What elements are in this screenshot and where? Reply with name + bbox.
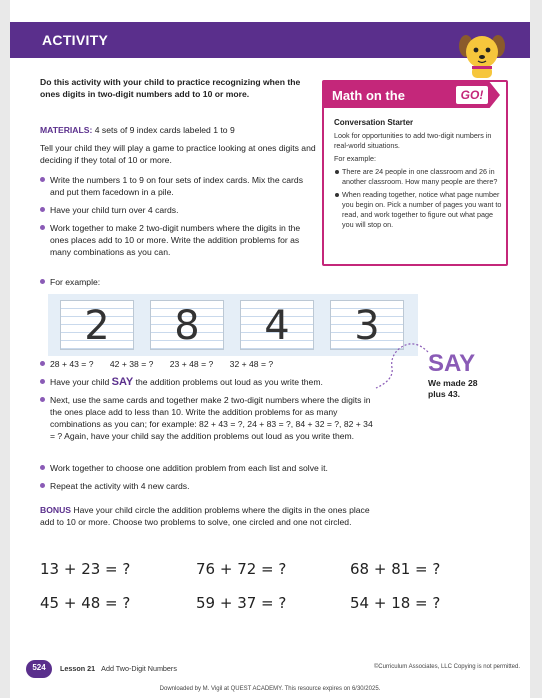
list-item [40, 394, 380, 442]
list-item-text: Repeat the activity with 4 new cards. [50, 481, 190, 491]
bullet-icon [40, 361, 45, 366]
bullet-icon [40, 225, 45, 230]
list-item-text: For example: [50, 277, 101, 287]
list-item-text [50, 376, 380, 388]
say-connector-icon [370, 334, 430, 394]
say-callout-text: We made 28 plus 43. [428, 378, 478, 399]
bonus-text: Have your child circle the addition problems where the digits in the ones place add to 10 or more. Choose two problems to solve, one circled and one not circled. [40, 505, 370, 527]
materials-text: 4 sets of 9 index cards labeled 1 to 9 [94, 125, 235, 135]
copyright: ©Curriculum Associates, LLC Copying is not permitted. [373, 664, 520, 670]
activity-title: ACTIVITY [42, 32, 109, 48]
instructions-text: Tell your child they will play a game to practice looking at ones digits and deciding if they total of 10 or more. [40, 143, 316, 165]
equation: 13 + 23 = ? [40, 560, 131, 578]
materials [40, 124, 320, 136]
for-example-label: For example: [334, 154, 376, 163]
example-problems [40, 358, 360, 370]
bullet-icon [40, 379, 45, 384]
lesson-title: Add Two-Digit Numbers [101, 664, 177, 673]
list-item [40, 462, 380, 474]
page-number-badge [26, 660, 52, 678]
number-cards [48, 294, 418, 356]
bullet-icon [40, 207, 45, 212]
equation: 76 + 72 = ? [196, 560, 287, 578]
page-number: 524 [32, 663, 46, 672]
say-after: the addition problems out loud as you write them. [133, 377, 323, 387]
lesson-number: Lesson 21 [60, 664, 96, 673]
card-digit: 3 [354, 303, 380, 349]
number-card [240, 300, 314, 350]
equation: 45 + 48 = ? [40, 594, 131, 612]
say-before: Have your child [50, 377, 112, 387]
equation: 59 + 37 = ? [196, 594, 287, 612]
conversation-starter-intro: Look for opportunities to add two-digit numbers in real-world situations. [334, 131, 492, 150]
activity-header [10, 22, 530, 58]
list-item [40, 222, 310, 258]
list-item: There are 24 people in one classroom and 26 in another classroom. How many people are there? [334, 167, 502, 187]
example-problem: 23 + 48 = ? [169, 359, 214, 369]
activity-page [10, 0, 530, 698]
say-callout-title: SAY [428, 350, 476, 377]
bullet-icon [40, 279, 45, 284]
materials-label: MATERIALS: [40, 125, 93, 135]
number-card [60, 300, 134, 350]
bullet-icon [40, 397, 45, 402]
list-item-text: Work together to make 2 two-digit numbers where the digits in the ones places add to 10 or more. Write the addition problems for as many combinations as you can. [50, 223, 301, 257]
download-notice: Downloaded by M. Vigil at QUEST ACADEMY. This resource expires on 6/30/2025. [159, 686, 381, 692]
example-problem: 32 + 48 = ? [229, 359, 274, 369]
card-digit: 8 [174, 303, 200, 349]
go-badge [456, 86, 488, 104]
equation: 54 + 18 = ? [350, 594, 441, 612]
conversation-starter-title: Conversation Starter [334, 118, 414, 127]
list-item: When reading together, notice what page number you begin on. Pick a number of pages you want to read, and work together to figure out what page you will stop on. [334, 190, 502, 230]
list-item-text: Write the numbers 1 to 9 on four sets of index cards. Mix the cards and put them facedown in a pile. [50, 175, 303, 197]
example-problems-row [50, 358, 360, 370]
equation: 68 + 81 = ? [350, 560, 441, 578]
list-item [40, 174, 310, 198]
card-digit: 2 [84, 303, 110, 349]
bonus-section [40, 504, 380, 528]
list-item [40, 276, 310, 288]
conversation-starter [334, 118, 502, 233]
card-digit: 4 [264, 303, 290, 349]
dog-mascot-icon [456, 30, 508, 82]
example-problem: 28 + 43 = ? [50, 359, 94, 369]
bullet-icon [40, 177, 45, 182]
intro-text: Do this activity with your child to practice recognizing when the ones digits in two-digit numbers add to 10 or more. [40, 77, 301, 99]
go-text: GO! [460, 88, 484, 102]
say-word: SAY [111, 376, 134, 388]
list-item-text: Have your child turn over 4 cards. [50, 205, 179, 215]
bullet-icon [40, 465, 45, 470]
list-item [40, 376, 380, 388]
bonus-label: BONUS [40, 505, 72, 515]
math-on-the-go-title: Math on the [332, 88, 405, 103]
number-card [150, 300, 224, 350]
list-item [40, 480, 380, 492]
lesson-label [60, 664, 177, 673]
example-problem: 42 + 38 = ? [109, 359, 154, 369]
list-item [40, 204, 310, 216]
math-on-the-go-box [322, 80, 508, 266]
list-item-text: Next, use the same cards and together make 2 two-digit numbers where the digits in the ones place add to less than 10. Write the addition problems for as many combinations as you can; for example: 82 + 43 = ?, 24 + 83 = ?, 84 + 32 = ?, 82 + 34 = ? Again, have your child say the addition problems out loud as you write them. [50, 395, 373, 441]
list-item-text: Work together to choose one addition problem from each list and solve it. [50, 463, 328, 473]
bullet-icon [40, 483, 45, 488]
